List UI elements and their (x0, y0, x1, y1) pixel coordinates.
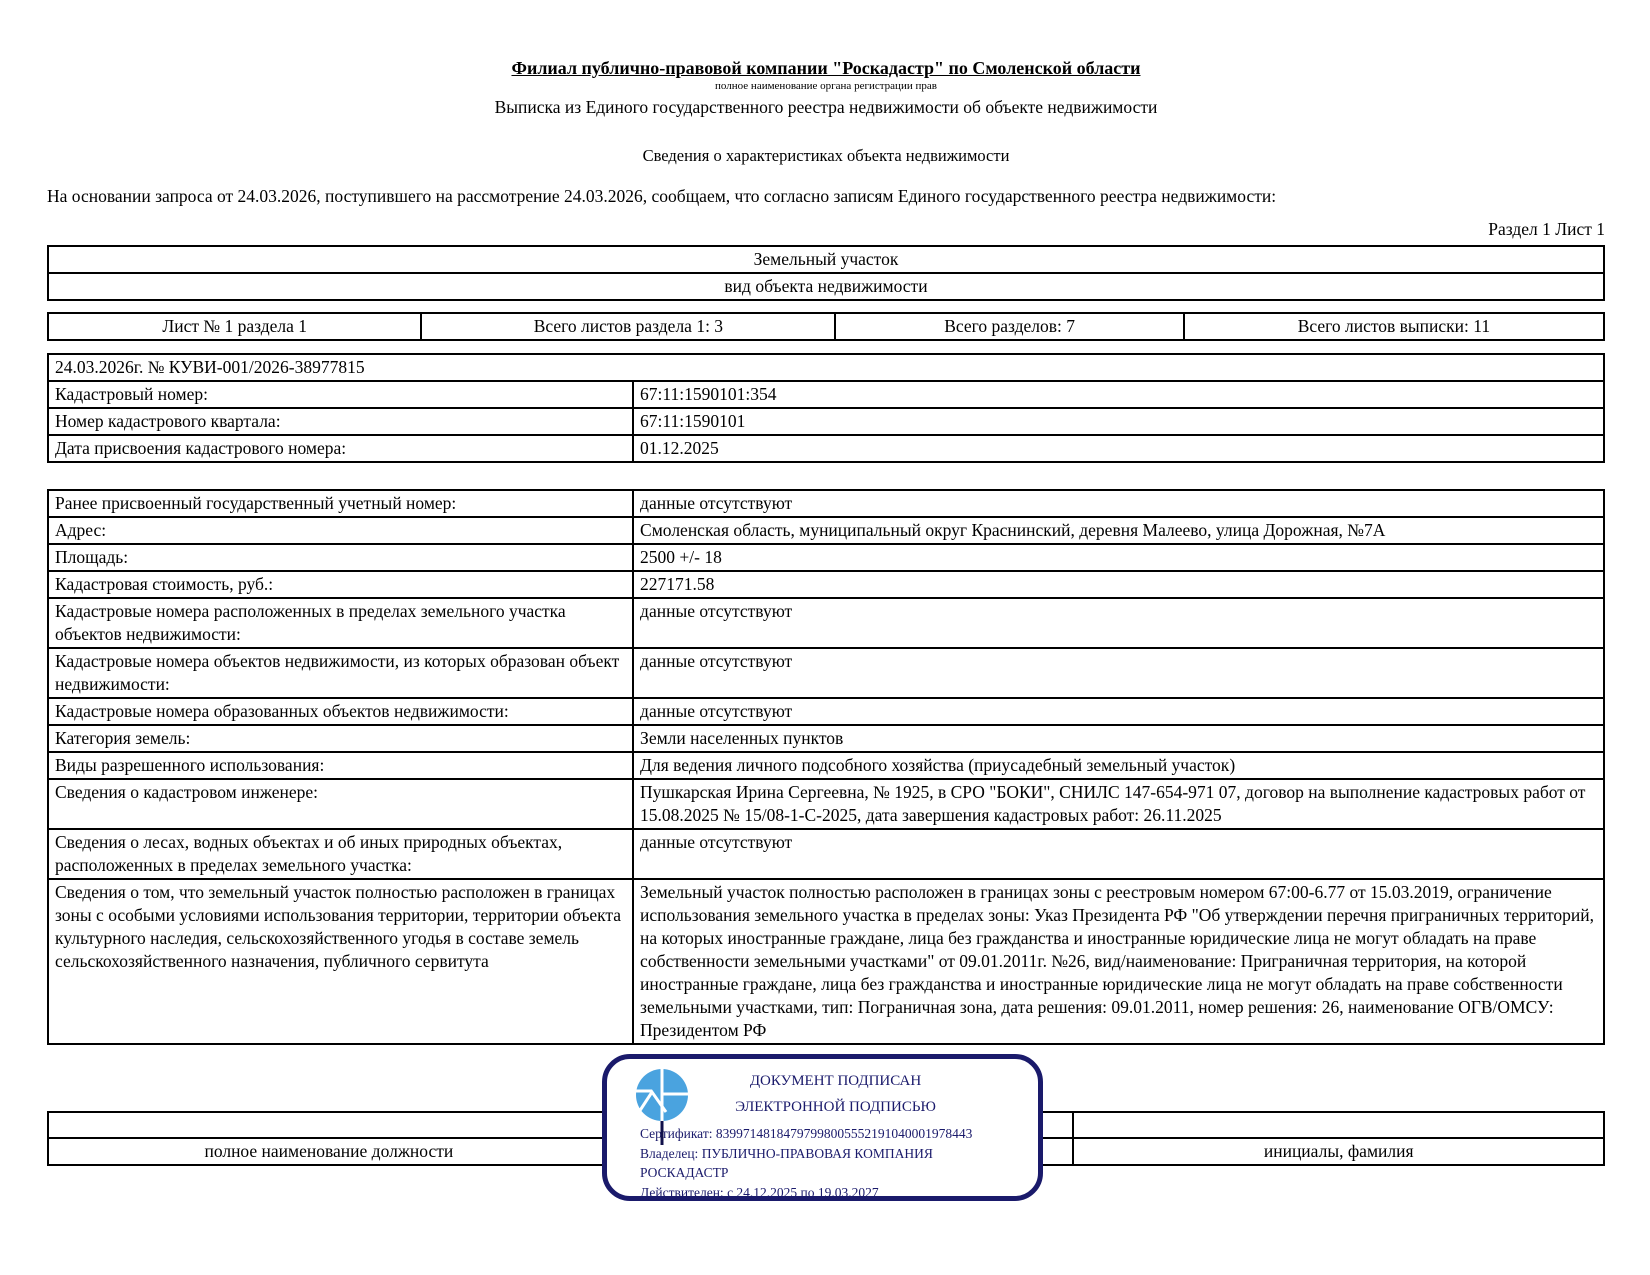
validity-label: Действителен: (640, 1184, 724, 1200)
org-caption: полное наименование органа регистрации прав (715, 80, 937, 92)
label-cell: Дата присвоения кадастрового номера: (48, 435, 633, 462)
extract-sheets-cell: Всего листов выписки: 11 (1184, 313, 1604, 340)
label-cell: Адрес: (48, 517, 633, 544)
value-cell: Земли населенных пунктов (633, 725, 1604, 752)
stamp-line1: ДОКУМЕНТ ПОДПИСАН (749, 1073, 922, 1089)
request-number: 24.03.2026г. № КУВИ-001/2026-38977815 (48, 354, 1604, 381)
section-sheets-cell: Всего листов раздела 1: 3 (421, 313, 835, 340)
name-caption: инициалы, фамилия (1073, 1138, 1604, 1165)
value-cell: Земельный участок полностью расположен в границах зоны с реестровым номером 67:00-6.77 от 15.03.2019, ограничение использования земельного участка в пределах зоны: Указ Президента РФ "Об утверждении перечня приграничных территорий, на которых иностранные граждане, лица без гражданства и иностранные юридические лица не могут обладать на праве собственности земельными участками" от 09.01.2011г. №26, вид/наименование: Приграничная территория, на которой иностранные граждане, лица без гражданства и иностранные юридические лица не могут обладать на праве собственности земельными участками, тип: Пограничная зона, дата решения: 09.01.2011, номер решения: 26, наименование ОГВ/ОМСУ: Президентом РФ (633, 879, 1604, 1044)
position-caption: полное наименование должности (48, 1138, 610, 1165)
validity-value: с 24.12.2025 по 19.03.2027 (727, 1184, 879, 1200)
table-row (48, 598, 1604, 648)
doc-title: Выписка из Единого государственного реестра недвижимости об объекте недвижимости (494, 97, 1158, 117)
signature-footer (47, 1073, 1605, 1200)
label-cell: Категория земель: (48, 725, 633, 752)
table-row (48, 273, 1604, 300)
object-type-value: Земельный участок (48, 246, 1604, 273)
certificate-line (640, 1124, 994, 1144)
owner-line (640, 1144, 994, 1183)
value-cell: 2500 +/- 18 (633, 544, 1604, 571)
certificate-label: Сертификат: (640, 1126, 713, 1141)
stamp-headline (669, 1068, 1002, 1120)
cadastral-table (47, 353, 1605, 463)
table-row (48, 246, 1604, 273)
label-cell: Площадь: (48, 544, 633, 571)
roskadastr-logo-icon (633, 1068, 691, 1148)
sections-total-cell: Всего разделов: 7 (835, 313, 1184, 340)
label-cell: Кадастровые номера расположенных в пределах земельного участка объектов недвижимости: (48, 598, 633, 648)
table-row (48, 381, 1604, 408)
owner-label: Владелец: (640, 1145, 699, 1161)
signature-space-cell (48, 1112, 610, 1138)
label-cell: Сведения о лесах, водных объектах и об иных природных объектах, расположенных в пределах земельного участка: (48, 829, 633, 879)
label-cell: Кадастровый номер: (48, 381, 633, 408)
value-cell: Для ведения личного подсобного хозяйства (приусадебный земельный участок) (633, 752, 1604, 779)
sheet-number-cell: Лист № 1 раздела 1 (48, 313, 421, 340)
label-cell: Сведения о том, что земельный участок полностью расположен в границах зоны с особыми условиями использования территории, территории объекта культурного наследия, сельскохозяйственного угодья в составе земель сельскохозяйственного назначения, публичного сервитута (48, 879, 633, 1044)
value-cell: данные отсутствуют (633, 648, 1604, 698)
value-cell: данные отсутствуют (633, 598, 1604, 648)
validity-line (640, 1183, 994, 1203)
section-title: Сведения о характеристиках объекта недвижимости (642, 146, 1010, 165)
owner-value: ПУБЛИЧНО-ПРАВОВАЯ КОМПАНИЯ РОСКАДАСТР (640, 1145, 933, 1180)
section-sheet-label: Раздел 1 Лист 1 (1488, 219, 1605, 239)
value-cell: 67:11:1590101:354 (633, 381, 1604, 408)
table-row (48, 408, 1604, 435)
table-row (48, 752, 1604, 779)
table-row (48, 571, 1604, 598)
object-type-caption: вид объекта недвижимости (48, 273, 1604, 300)
label-cell: Кадастровые номера объектов недвижимости, из которых образован объект недвижимости: (48, 648, 633, 698)
table-row (48, 544, 1604, 571)
object-type-table (47, 245, 1605, 301)
label-cell: Номер кадастрового квартала: (48, 408, 633, 435)
table-row (48, 435, 1604, 462)
value-cell: 227171.58 (633, 571, 1604, 598)
label-cell: Кадастровая стоимость, руб.: (48, 571, 633, 598)
value-cell: Пушкарская Ирина Сергеевна, № 1925, в СРО "БОКИ", СНИЛС 147-654-971 07, договор на выполнение кадастровых работ от 15.08.2025 № 15/08-1-С-2025, дата завершения кадастровых работ: 26.11.2025 (633, 779, 1604, 829)
table-row (48, 490, 1604, 517)
table-row (48, 829, 1604, 879)
label-cell: Ранее присвоенный государственный учетный номер: (48, 490, 633, 517)
table-row (48, 354, 1604, 381)
label-cell: Кадастровые номера образованных объектов недвижимости: (48, 698, 633, 725)
value-cell: 01.12.2025 (633, 435, 1604, 462)
table-row (48, 517, 1604, 544)
table-row (48, 698, 1604, 725)
request-line: На основании запроса от 24.03.2026, поступившего на рассмотрение 24.03.2026, сообщаем, что согласно записям Единого государственного реестра недвижимости: (47, 186, 1277, 206)
table-row (48, 725, 1604, 752)
table-row (48, 648, 1604, 698)
stamp-line2: ЭЛЕКТРОННОЙ ПОДПИСЬЮ (735, 1099, 936, 1115)
table-row (48, 879, 1604, 1044)
value-cell: данные отсутствуют (633, 698, 1604, 725)
table-row (48, 313, 1604, 340)
value-cell: 67:11:1590101 (633, 408, 1604, 435)
value-cell: данные отсутствуют (633, 829, 1604, 879)
details-table (47, 489, 1605, 1045)
org-name: Филиал публично-правовой компании "Роскадастр" по Смоленской области (511, 58, 1141, 78)
value-cell: данные отсутствуют (633, 490, 1604, 517)
stamp-details (640, 1124, 994, 1202)
signature-stamp (602, 1054, 1043, 1201)
table-row (48, 779, 1604, 829)
label-cell: Виды разрешенного использования: (48, 752, 633, 779)
name-space-cell (1073, 1112, 1604, 1138)
certificate-value: 83997148184797998005552191040001978443 (715, 1126, 973, 1141)
sheet-info-table (47, 312, 1605, 341)
label-cell: Сведения о кадастровом инженере: (48, 779, 633, 829)
value-cell: Смоленская область, муниципальный округ Краснинский, деревня Малеево, улица Дорожная, №7А (633, 517, 1604, 544)
